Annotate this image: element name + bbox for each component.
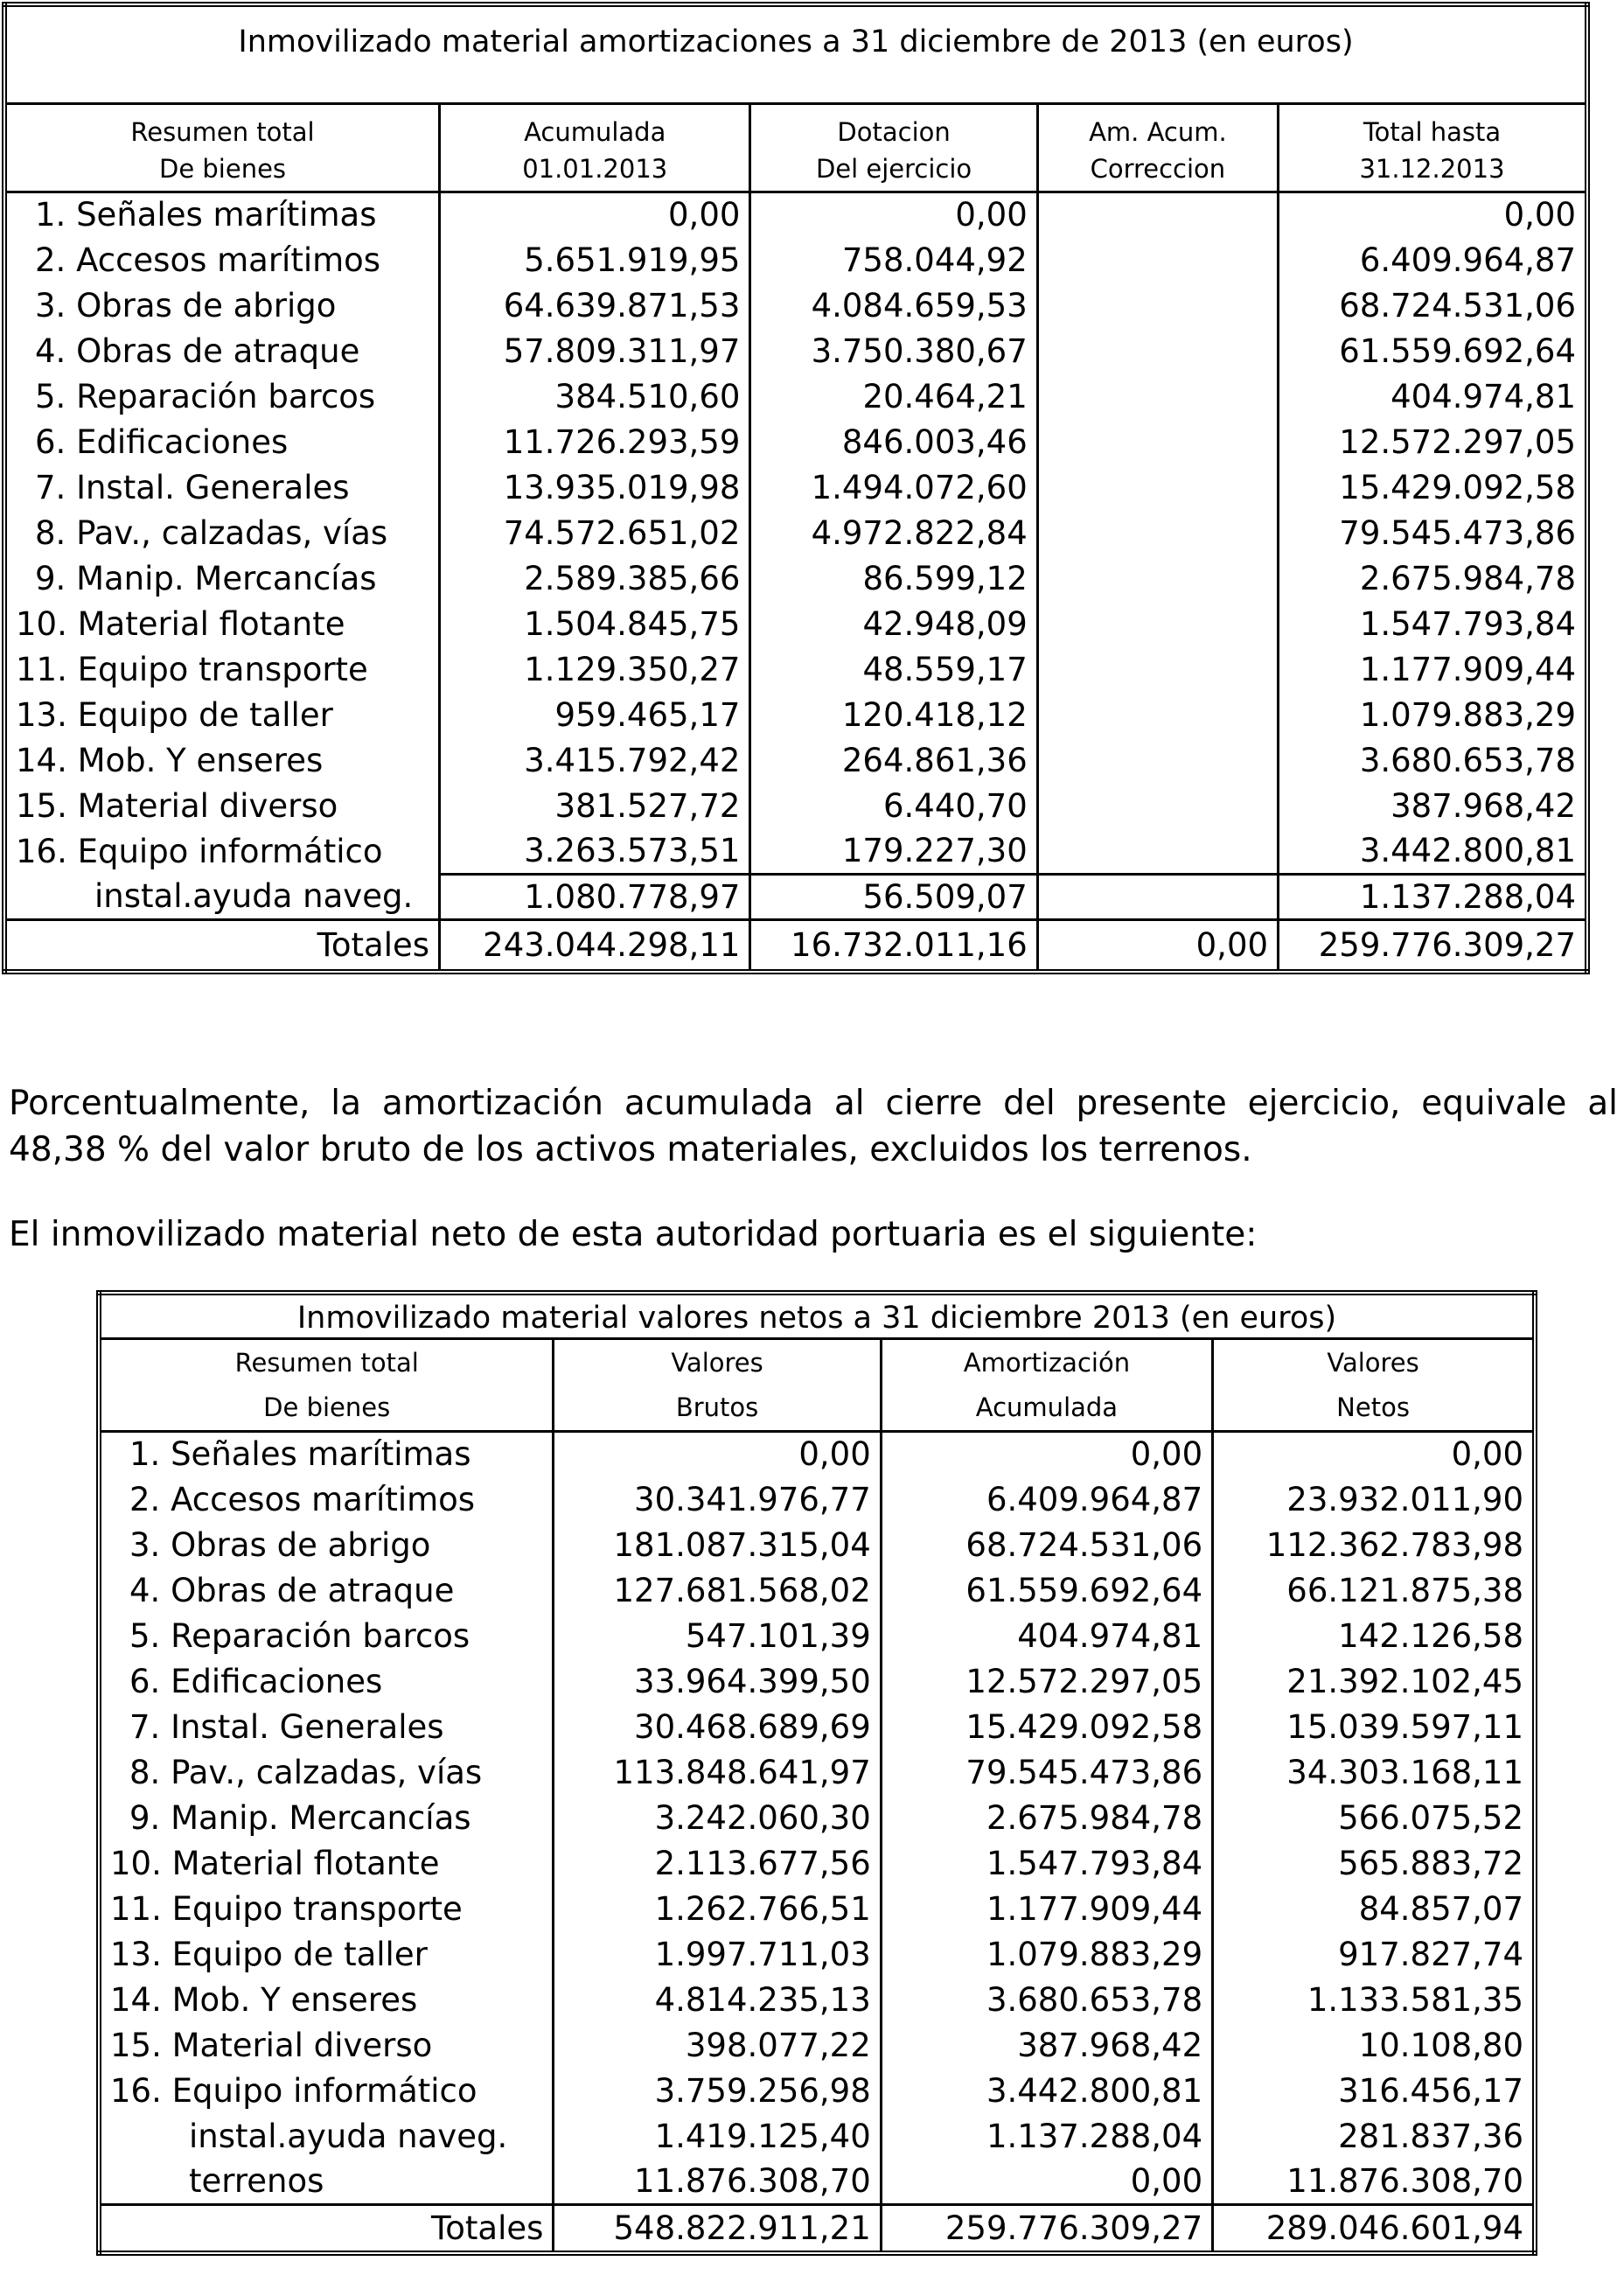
value-cell: 3.680.653,78: [881, 1977, 1212, 2022]
value-cell: 0,00: [1279, 192, 1587, 237]
value-cell: 4.972.822,84: [750, 510, 1037, 555]
value-cell: 4.084.659,53: [750, 283, 1037, 328]
value-cell: 387.968,42: [1279, 783, 1587, 828]
value-cell: 48.559,17: [750, 646, 1037, 692]
value-cell: 1.177.909,44: [881, 1886, 1212, 1931]
value-cell: 11.876.308,70: [554, 2159, 881, 2204]
totals-value: 289.046.601,94: [1213, 2204, 1535, 2253]
value-cell: 127.681.568,02: [554, 1567, 881, 1613]
value-cell: 66.121.875,38: [1213, 1567, 1535, 1613]
table-row: [4, 646, 1587, 692]
value-cell: 1.494.072,60: [750, 464, 1037, 510]
row-label: 9. Manip. Mercancías: [35, 559, 377, 597]
value-cell: [1037, 601, 1278, 646]
value-cell: 86.599,12: [750, 555, 1037, 601]
header-cell: Amortización: [881, 1338, 1212, 1385]
intro-paragraph: El inmovilizado material neto de esta autoridad portuaria es el siguiente:: [9, 1215, 1258, 1254]
value-cell: [1037, 646, 1278, 692]
value-cell: 0,00: [881, 2159, 1212, 2204]
value-cell: 5.651.919,95: [440, 237, 750, 283]
header-cell: Correccion: [1037, 147, 1278, 192]
value-cell: 61.559.692,64: [881, 1567, 1212, 1613]
header-cell: De bienes: [99, 1385, 554, 1431]
table-row: [4, 874, 1587, 919]
row-label: 10. Material flotante: [110, 1844, 440, 1882]
value-cell: 1.129.350,27: [440, 646, 750, 692]
header-cell: Acumulada: [881, 1385, 1212, 1431]
value-cell: 11.876.308,70: [1213, 2159, 1535, 2204]
value-cell: 1.133.581,35: [1213, 1977, 1535, 2022]
value-cell: 281.837,36: [1213, 2113, 1535, 2159]
row-label: 7. Instal. Generales: [129, 1707, 444, 1746]
table-row: [4, 783, 1587, 828]
value-cell: 33.964.399,50: [554, 1658, 881, 1704]
value-cell: 404.974,81: [1279, 373, 1587, 419]
table-row: [4, 601, 1587, 646]
table-row: [4, 283, 1587, 328]
value-cell: [1037, 692, 1278, 737]
value-cell: 21.392.102,45: [1213, 1658, 1535, 1704]
value-cell: 0,00: [440, 192, 750, 237]
depreciation-table: [2, 2, 1590, 974]
totals-label: Totales: [4, 919, 440, 972]
value-cell: 1.137.288,04: [1279, 874, 1587, 919]
row-label: 7. Instal. Generales: [35, 468, 350, 506]
value-cell: 398.077,22: [554, 2022, 881, 2068]
header-cell: Del ejercicio: [750, 147, 1037, 192]
value-cell: 1.997.711,03: [554, 1931, 881, 1977]
value-cell: 565.883,72: [1213, 1840, 1535, 1886]
value-cell: 113.848.641,97: [554, 1749, 881, 1795]
value-cell: 547.101,39: [554, 1613, 881, 1658]
table-row: [99, 2022, 1535, 2068]
value-cell: 2.113.677,56: [554, 1840, 881, 1886]
table-row: [99, 2068, 1535, 2113]
table-row: [4, 328, 1587, 373]
summary-paragraph: Porcentualmente, la amortización acumulada al cierre del presente ejercicio, equivale al 48,38 % del valor bruto de los activos materiales, excluidos los terrenos.: [9, 1084, 1618, 1169]
value-cell: 13.935.019,98: [440, 464, 750, 510]
value-cell: 64.639.871,53: [440, 283, 750, 328]
header-cell: 01.01.2013: [440, 147, 750, 192]
table-row: [4, 510, 1587, 555]
row-label: 4. Obras de atraque: [129, 1571, 455, 1609]
value-cell: 15.429.092,58: [1279, 464, 1587, 510]
row-label: 8. Pav., calzadas, vías: [35, 513, 388, 552]
table-row: [4, 373, 1587, 419]
totals-value: 243.044.298,11: [440, 919, 750, 972]
value-cell: 1.137.288,04: [881, 2113, 1212, 2159]
value-cell: 142.126,58: [1213, 1613, 1535, 1658]
value-cell: 566.075,52: [1213, 1795, 1535, 1840]
value-cell: 3.680.653,78: [1279, 737, 1587, 783]
value-cell: 381.527,72: [440, 783, 750, 828]
value-cell: 23.932.011,90: [1213, 1476, 1535, 1522]
table-row: [99, 1658, 1535, 1704]
row-label: 14. Mob. Y enseres: [16, 741, 324, 779]
value-cell: 0,00: [1213, 1431, 1535, 1476]
value-cell: [1037, 237, 1278, 283]
table-row: [99, 1431, 1535, 1476]
value-cell: 2.589.385,66: [440, 555, 750, 601]
table-row: [99, 1795, 1535, 1840]
value-cell: 20.464,21: [750, 373, 1037, 419]
totals-value: 0,00: [1037, 919, 1278, 972]
table-row: [99, 2113, 1535, 2159]
value-cell: 3.263.573,51: [440, 828, 750, 874]
value-cell: 4.814.235,13: [554, 1977, 881, 2022]
value-cell: 120.418,12: [750, 692, 1037, 737]
value-cell: 1.547.793,84: [881, 1840, 1212, 1886]
row-label: 6. Edificaciones: [35, 422, 289, 461]
value-cell: 404.974,81: [881, 1613, 1212, 1658]
row-label: 5. Reparación barcos: [35, 377, 376, 415]
value-cell: 0,00: [881, 1431, 1212, 1476]
value-cell: 384.510,60: [440, 373, 750, 419]
value-cell: 15.039.597,11: [1213, 1704, 1535, 1749]
value-cell: 846.003,46: [750, 419, 1037, 464]
depreciation-table-title: Inmovilizado material amortizaciones a 31 diciembre de 2013 (en euros): [4, 4, 1587, 103]
row-label: 8. Pav., calzadas, vías: [129, 1753, 483, 1791]
value-cell: 12.572.297,05: [1279, 419, 1587, 464]
table-row: [99, 1840, 1535, 1886]
table-row: [99, 1522, 1535, 1567]
value-cell: 84.857,07: [1213, 1886, 1535, 1931]
header-cell: Resumen total: [99, 1338, 554, 1385]
value-cell: 1.079.883,29: [881, 1931, 1212, 1977]
value-cell: 6.409.964,87: [1279, 237, 1587, 283]
value-cell: [1037, 283, 1278, 328]
table-row: [4, 419, 1587, 464]
value-cell: 3.442.800,81: [1279, 828, 1587, 874]
value-cell: 112.362.783,98: [1213, 1522, 1535, 1567]
table-row: [99, 1613, 1535, 1658]
row-label: 3. Obras de abrigo: [129, 1525, 431, 1564]
value-cell: 1.547.793,84: [1279, 601, 1587, 646]
value-cell: 15.429.092,58: [881, 1704, 1212, 1749]
row-label: instal.ayuda naveg.: [189, 2117, 508, 2155]
value-cell: 3.750.380,67: [750, 328, 1037, 373]
value-cell: 181.087.315,04: [554, 1522, 881, 1567]
value-cell: 1.080.778,97: [440, 874, 750, 919]
table-row: [4, 828, 1587, 874]
net-values-table-title: Inmovilizado material valores netos a 31 diciembre 2013 (en euros): [296, 1300, 1337, 1336]
row-label: 11. Equipo transporte: [110, 1889, 463, 1928]
row-label: 11. Equipo transporte: [16, 650, 368, 688]
row-label: 4. Obras de atraque: [35, 331, 360, 370]
value-cell: [1037, 419, 1278, 464]
value-cell: 917.827,74: [1213, 1931, 1535, 1977]
header-cell: De bienes: [4, 147, 440, 192]
totals-value: 259.776.309,27: [1279, 919, 1587, 972]
totals-value: 259.776.309,27: [881, 2204, 1212, 2253]
value-cell: 0,00: [750, 192, 1037, 237]
header-cell: Acumulada: [440, 103, 750, 147]
row-label: 15. Material diverso: [110, 2026, 433, 2064]
value-cell: 57.809.311,97: [440, 328, 750, 373]
value-cell: 11.726.293,59: [440, 419, 750, 464]
value-cell: [1037, 874, 1278, 919]
net-values-table: [96, 1290, 1537, 2256]
header-cell: Valores: [554, 1338, 881, 1385]
row-label: 16. Equipo informático: [16, 832, 383, 870]
header-cell: Dotacion: [750, 103, 1037, 147]
value-cell: 79.545.473,86: [1279, 510, 1587, 555]
table-row: [4, 192, 1587, 237]
value-cell: 1.079.883,29: [1279, 692, 1587, 737]
value-cell: [1037, 510, 1278, 555]
header-cell: Total hasta: [1279, 103, 1587, 147]
value-cell: 1.504.845,75: [440, 601, 750, 646]
value-cell: 264.861,36: [750, 737, 1037, 783]
row-label: 13. Equipo de taller: [110, 1935, 428, 1973]
value-cell: 30.468.689,69: [554, 1704, 881, 1749]
header-cell: Brutos: [554, 1385, 881, 1431]
header-cell: Valores: [1213, 1338, 1535, 1385]
table-row: [99, 1977, 1535, 2022]
value-cell: 79.545.473,86: [881, 1749, 1212, 1795]
value-cell: [1037, 373, 1278, 419]
value-cell: 68.724.531,06: [1279, 283, 1587, 328]
row-label: 5. Reparación barcos: [129, 1616, 470, 1655]
value-cell: 387.968,42: [881, 2022, 1212, 2068]
value-cell: 316.456,17: [1213, 2068, 1535, 2113]
value-cell: [1037, 328, 1278, 373]
table-row: [4, 237, 1587, 283]
row-label: 2. Accesos marítimos: [35, 241, 381, 279]
totals-value: 548.822.911,21: [554, 2204, 881, 2253]
value-cell: 0,00: [554, 1431, 881, 1476]
value-cell: 61.559.692,64: [1279, 328, 1587, 373]
value-cell: 1.262.766,51: [554, 1886, 881, 1931]
row-label: 6. Edificaciones: [129, 1662, 383, 1700]
row-label: instal.ayuda naveg.: [94, 876, 414, 915]
row-label: 1. Señales marítimas: [35, 196, 377, 234]
table-row: [99, 1476, 1535, 1522]
value-cell: [1037, 464, 1278, 510]
table-row: [4, 692, 1587, 737]
row-label: terrenos: [189, 2161, 324, 2200]
totals-label: Totales: [99, 2204, 554, 2253]
value-cell: 56.509,07: [750, 874, 1037, 919]
value-cell: 12.572.297,05: [881, 1658, 1212, 1704]
row-label: 15. Material diverso: [16, 786, 338, 825]
value-cell: 1.177.909,44: [1279, 646, 1587, 692]
table-row: [99, 1749, 1535, 1795]
value-cell: 2.675.984,78: [881, 1795, 1212, 1840]
value-cell: 68.724.531,06: [881, 1522, 1212, 1567]
value-cell: 2.675.984,78: [1279, 555, 1587, 601]
value-cell: 959.465,17: [440, 692, 750, 737]
value-cell: 3.415.792,42: [440, 737, 750, 783]
header-cell: Resumen total: [130, 117, 315, 147]
value-cell: 10.108,80: [1213, 2022, 1535, 2068]
header-cell: Netos: [1213, 1385, 1535, 1431]
value-cell: 6.409.964,87: [881, 1476, 1212, 1522]
value-cell: 30.341.976,77: [554, 1476, 881, 1522]
table-row: [4, 555, 1587, 601]
value-cell: 1.419.125,40: [554, 2113, 881, 2159]
row-label: 9. Manip. Mercancías: [129, 1798, 471, 1837]
value-cell: 6.440,70: [750, 783, 1037, 828]
table-row: [99, 2159, 1535, 2204]
value-cell: 74.572.651,02: [440, 510, 750, 555]
value-cell: 34.303.168,11: [1213, 1749, 1535, 1795]
row-label: 1. Señales marítimas: [129, 1435, 471, 1474]
row-label: 16. Equipo informático: [110, 2071, 477, 2110]
value-cell: 3.242.060,30: [554, 1795, 881, 1840]
row-label: 10. Material flotante: [16, 604, 345, 643]
table-row: [99, 1567, 1535, 1613]
value-cell: [1037, 828, 1278, 874]
value-cell: 758.044,92: [750, 237, 1037, 283]
value-cell: 179.227,30: [750, 828, 1037, 874]
table-row: [4, 737, 1587, 783]
value-cell: 42.948,09: [750, 601, 1037, 646]
header-cell: Am. Acum.: [1037, 103, 1278, 147]
table-row: [4, 464, 1587, 510]
row-label: 2. Accesos marítimos: [129, 1480, 476, 1518]
value-cell: [1037, 737, 1278, 783]
row-label: 3. Obras de abrigo: [35, 286, 337, 325]
header-cell: 31.12.2013: [1279, 147, 1587, 192]
table-row: [99, 1931, 1535, 1977]
table-row: [99, 1704, 1535, 1749]
value-cell: 3.759.256,98: [554, 2068, 881, 2113]
value-cell: [1037, 555, 1278, 601]
value-cell: 3.442.800,81: [881, 2068, 1212, 2113]
value-cell: [1037, 783, 1278, 828]
row-label: 14. Mob. Y enseres: [110, 1980, 418, 2019]
table-row: [99, 1886, 1535, 1931]
row-label: 13. Equipo de taller: [16, 695, 333, 734]
totals-value: 16.732.011,16: [750, 919, 1037, 972]
value-cell: [1037, 192, 1278, 237]
